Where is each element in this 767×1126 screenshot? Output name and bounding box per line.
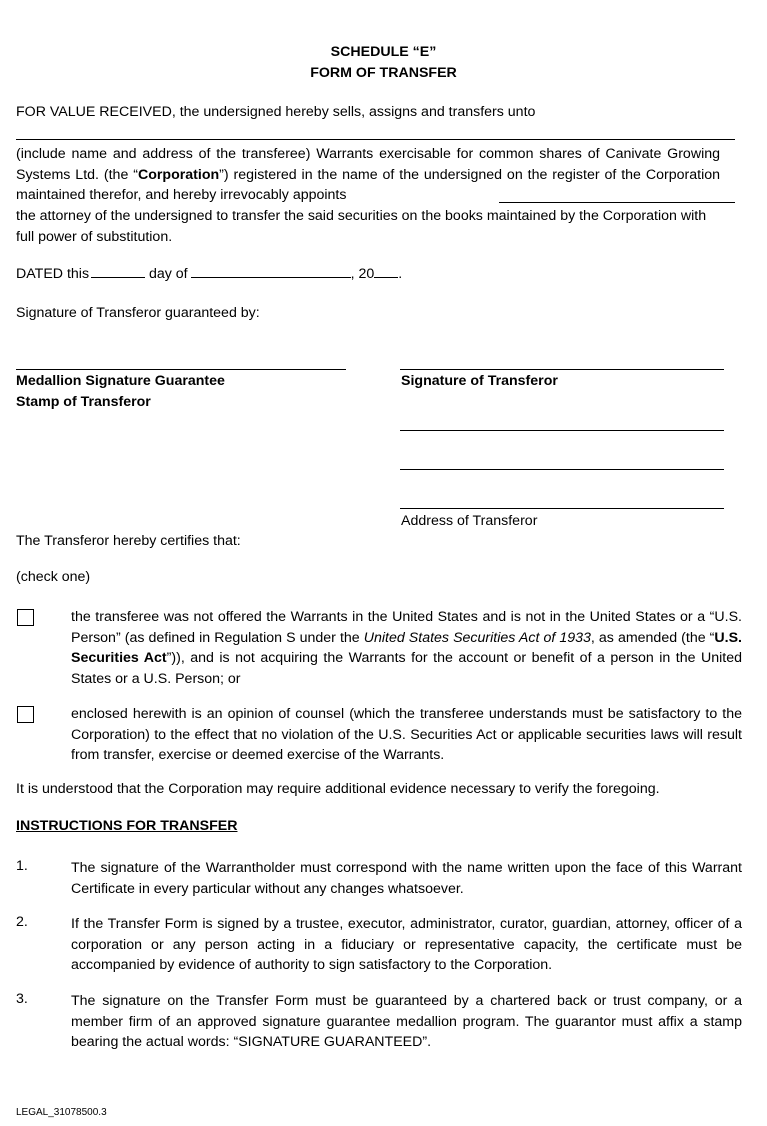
transferee-name-line[interactable] xyxy=(16,139,735,140)
option1-text xyxy=(71,607,742,689)
para1-part3: the attorney of the undersigned to transfer the said securities on the books maintained by the Corporation with full power of substitution. xyxy=(16,208,707,245)
option1-part2: , as amended (the “ xyxy=(590,629,715,646)
option2-text: enclosed herewith is an opinion of counsel (which the transferee understands must be satisfactory to the Corporation) to the effect that no violation of the U.S. Securities Act or applicable securities laws will result from transfer, exercise or deemed exercise of the Warrants. xyxy=(71,706,742,764)
month-blank[interactable] xyxy=(191,265,351,278)
schedule-label: SCHEDULE “E” xyxy=(330,44,437,60)
dated-line xyxy=(16,265,402,282)
understood-text: It is understood that the Corporation may require additional evidence necessary to verify the foregoing. xyxy=(16,781,660,797)
option2-checkbox[interactable] xyxy=(17,706,34,723)
check-one-text: (check one) xyxy=(16,569,91,585)
certify-text: The Transferor hereby certifies that: xyxy=(16,533,241,549)
option1-part1: the transferee was not offered the Warrants in the United States and is not in the United States or a “U.S. Person” (as defined in Regulation S under the xyxy=(71,609,742,646)
securities-act-title: United States Securities Act of 1933 xyxy=(363,629,591,646)
instruction-1-number: 1. xyxy=(16,858,28,874)
year-blank[interactable] xyxy=(374,265,398,278)
instructions-title: INSTRUCTIONS FOR TRANSFER xyxy=(16,818,238,834)
address-line-3[interactable] xyxy=(400,508,724,509)
para1-part1: (include name and address of the transferee) Warrants exercisable for common shares of Canivate Growing Systems Ltd. (the “ xyxy=(16,146,720,183)
dated-label: DATED this xyxy=(16,266,90,282)
instruction-3-text: The signature on the Transfer Form must be guaranteed by a chartered back or trust company, or a member firm of an approved signature guarantee medallion program. The guarantor must affix a stamp bearing the actual words: “SIGNATURE GUARANTEED”. xyxy=(71,993,742,1051)
year-prefix: , 20 xyxy=(350,266,375,282)
instruction-2-number: 2. xyxy=(16,914,28,930)
attorney-name-line[interactable] xyxy=(499,202,735,203)
day-blank[interactable] xyxy=(91,265,145,278)
transfer-paragraph xyxy=(16,144,720,206)
instruction-2-text: If the Transfer Form is signed by a trustee, executor, administrator, curator, guardian, attorney, officer of a corporation or any person acting in a fiduciary or representative capacity, the certificate must be accompanied by evidence of authority to sign satisfactory to the Corporation. xyxy=(71,916,742,974)
day-of-label: day of xyxy=(148,266,188,282)
medallion-signature-line[interactable] xyxy=(16,369,346,370)
instruction-3-number: 3. xyxy=(16,991,28,1007)
guaranteed-by-label: Signature of Transferor guaranteed by: xyxy=(16,305,260,321)
stamp-label: Stamp of Transferor xyxy=(16,394,151,410)
address-line-1[interactable] xyxy=(400,430,724,431)
option1-checkbox[interactable] xyxy=(17,609,34,626)
document-footer-id: LEGAL_31078500.3 xyxy=(16,1107,107,1118)
transferor-signature-label: Signature of Transferor xyxy=(401,373,558,389)
intro-text: FOR VALUE RECEIVED, the undersigned hereby sells, assigns and transfers unto xyxy=(16,104,536,120)
corporation-defined-term: Corporation xyxy=(137,166,220,183)
transferor-signature-line[interactable] xyxy=(400,369,724,370)
option1-part3: ”)), and is not acquiring the Warrants for the account or benefit of a person in the United States or a U.S. Person; or xyxy=(71,650,742,687)
para1-part2: ”) registered in the name of the undersigned on the register of the Corporation maintained therefor, and hereby irrevocably appoints xyxy=(16,166,720,204)
medallion-label: Medallion Signature Guarantee xyxy=(16,373,225,389)
us-securities-act-term: U.S. Securities Act xyxy=(71,629,742,667)
dated-period: . xyxy=(398,266,403,282)
instruction-1-text: The signature of the Warrantholder must correspond with the name written upon the face of this Warrant Certificate in every particular without any changes whatsoever. xyxy=(71,860,742,897)
address-label: Address of Transferor xyxy=(401,513,538,529)
form-title: FORM OF TRANSFER xyxy=(310,65,457,81)
address-line-2[interactable] xyxy=(400,469,724,470)
